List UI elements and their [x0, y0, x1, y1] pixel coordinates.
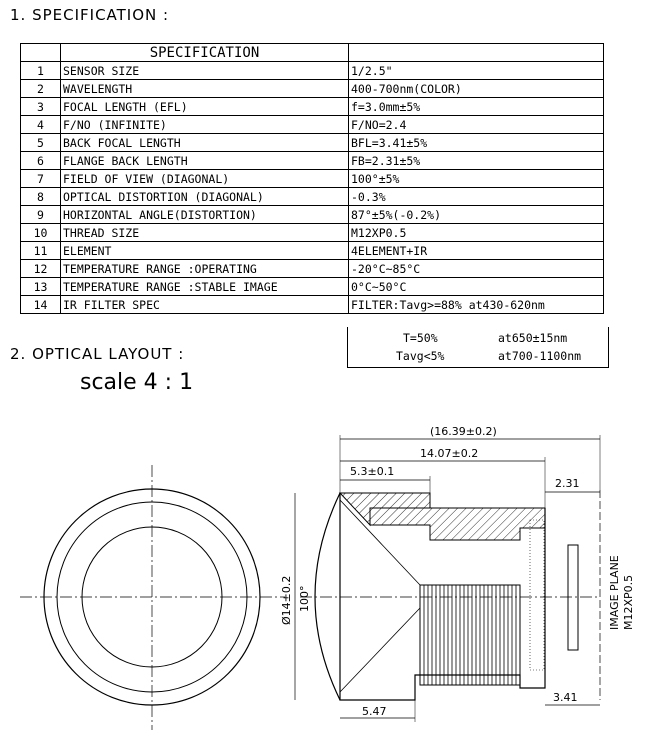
spec-cell-value: FILTER:Tavg>=88% at430-620nm	[349, 296, 604, 314]
spec-cell-no: 6	[21, 152, 61, 170]
spec-cell-name: TEMPERATURE RANGE :STABLE IMAGE	[61, 278, 349, 296]
ir-filter-extra	[347, 327, 609, 368]
dim-diameter-label: Ø14±0.2	[280, 575, 293, 625]
section-title-layout: 2. OPTICAL LAYOUT :	[10, 345, 185, 363]
dim-fov-label: 100°	[298, 585, 311, 612]
spec-cell-no: 11	[21, 242, 61, 260]
spec-cell-value: f=3.0mm±5%	[349, 98, 604, 116]
spec-cell-no: 1	[21, 62, 61, 80]
dim-front-label: 5.3±0.1	[350, 465, 395, 478]
dim-body-label: 14.07±0.2	[420, 447, 479, 460]
spec-row	[21, 278, 604, 296]
spec-cell-name: TEMPERATURE RANGE :OPERATING	[61, 260, 349, 278]
spec-cell-name: FOCAL LENGTH (EFL)	[61, 98, 349, 116]
spec-cell-name: F/NO (INFINITE)	[61, 116, 349, 134]
thread-size-label: M12XP0.5	[622, 574, 635, 630]
spec-cell-no: 9	[21, 206, 61, 224]
spec-cell-name: WAVELENGTH	[61, 80, 349, 98]
spec-cell-no: 7	[21, 170, 61, 188]
spec-cell-no: 12	[21, 260, 61, 278]
spec-header: SPECIFICATION	[61, 44, 349, 62]
spec-row	[21, 206, 604, 224]
spec-cell-name: SENSOR SIZE	[61, 62, 349, 80]
dim-flange-label: 2.31	[555, 477, 580, 490]
spec-cell-value: -0.3%	[349, 188, 604, 206]
spec-cell-value: F/NO=2.4	[349, 116, 604, 134]
spec-cell-no: 3	[21, 98, 61, 116]
scale-label: scale 4 : 1	[80, 370, 194, 395]
spec-cell-name: HORIZONTAL ANGLE(DISTORTION)	[61, 206, 349, 224]
spec-cell-value: 0°C~50°C	[349, 278, 604, 296]
spec-cell-name: ELEMENT	[61, 242, 349, 260]
spec-cell-value: 100°±5%	[349, 170, 604, 188]
spec-row	[21, 152, 604, 170]
spec-row	[21, 134, 604, 152]
spec-cell-value: BFL=3.41±5%	[349, 134, 604, 152]
spec-cell-name: IR FILTER SPEC	[61, 296, 349, 314]
spec-cell-no: 14	[21, 296, 61, 314]
side-view	[280, 425, 635, 722]
ir-extra-range: at700-1100nm	[498, 349, 582, 363]
spec-cell-value: 87°±5%(-0.2%)	[349, 206, 604, 224]
dim-bottom-label: 5.47	[362, 705, 387, 718]
spec-row	[21, 98, 604, 116]
spec-cell-name: FIELD OF VIEW (DIAGONAL)	[61, 170, 349, 188]
spec-row	[21, 62, 604, 80]
spec-cell-value: FB=2.31±5%	[349, 152, 604, 170]
spec-cell-name: FLANGE BACK LENGTH	[61, 152, 349, 170]
dim-bfl-label: 3.41	[553, 691, 578, 704]
spec-row	[21, 296, 604, 314]
spec-cell-no: 10	[21, 224, 61, 242]
spec-cell-value: 4ELEMENT+IR	[349, 242, 604, 260]
spec-row	[21, 260, 604, 278]
spec-cell-no: 4	[21, 116, 61, 134]
spec-cell-value: 400-700nm(COLOR)	[349, 80, 604, 98]
spec-table	[20, 43, 604, 314]
ir-extra-label: T=50%	[403, 331, 438, 345]
spec-cell-name: BACK FOCAL LENGTH	[61, 134, 349, 152]
spec-cell-name: OPTICAL DISTORTION (DIAGONAL)	[61, 188, 349, 206]
spec-cell-value: M12XP0.5	[349, 224, 604, 242]
ir-extra-range: at650±15nm	[498, 331, 568, 345]
dim-total-label: (16.39±0.2)	[430, 425, 497, 438]
spec-cell-no: 13	[21, 278, 61, 296]
image-plane-label: IMAGE PLANE	[608, 555, 621, 630]
spec-row	[21, 116, 604, 134]
spec-row	[21, 188, 604, 206]
spec-cell-no: 8	[21, 188, 61, 206]
front-view	[20, 465, 285, 730]
spec-cell-value: 1/2.5"	[349, 62, 604, 80]
optical-layout-drawing	[0, 380, 652, 742]
spec-row	[21, 224, 604, 242]
spec-row	[21, 242, 604, 260]
thread-lines	[424, 585, 516, 685]
spec-row	[21, 80, 604, 98]
spec-cell-value: -20°C~85°C	[349, 260, 604, 278]
spec-row	[21, 170, 604, 188]
section-title-spec: 1. SPECIFICATION :	[10, 6, 170, 24]
ir-extra-label: Tavg<5%	[396, 349, 445, 363]
spec-cell-no: 5	[21, 134, 61, 152]
spec-cell-no: 2	[21, 80, 61, 98]
spec-header-row	[21, 44, 604, 62]
spec-cell-name: THREAD SIZE	[61, 224, 349, 242]
